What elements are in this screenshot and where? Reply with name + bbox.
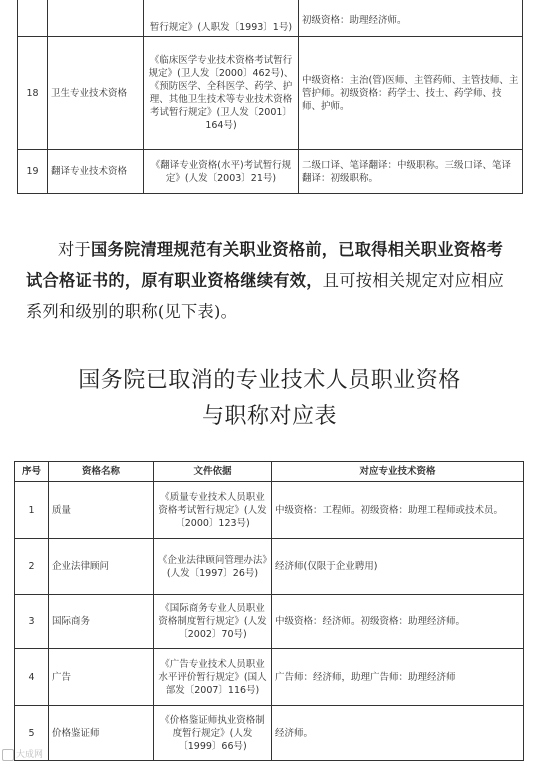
corresponding-level: 中级资格：经济师。初级资格：助理经济师。: [272, 595, 524, 649]
qualification-name: [48, 0, 144, 37]
row-number: 19: [18, 150, 48, 194]
row-number: 1: [15, 482, 49, 539]
body-paragraph: [26, 234, 512, 327]
table-row: [15, 706, 524, 761]
document-basis: 《质量专业技术人员职业资格考试暂行规定》(人发〔2000〕123号): [154, 482, 272, 539]
table-row: [15, 649, 524, 706]
document-basis: 《翻译专业资格(水平)考试暂行规定》(人发〔2003〕21号): [144, 150, 299, 194]
watermark-text: 大成网: [16, 750, 44, 760]
document-basis: 《临床医学专业技术资格考试暂行规定》(卫人发〔2000〕462号)、《预防医学、全科医学、药学、护理、其他卫生技术等专业技术资格考试暂行规定》(卫人发〔2001〕164号): [144, 37, 299, 150]
paragraph-rest: 且可按相关规定对应相应系列和级别的职称(见下表)。: [26, 271, 505, 321]
document-basis: 《广告专业技术人员职业水平评价暂行规定》(国人部发〔2007〕116号): [154, 649, 272, 706]
table-header-row: [15, 462, 524, 482]
qualification-name: 企业法律顾问: [49, 539, 154, 595]
table-row: [15, 539, 524, 595]
qualification-name: 卫生专业技术资格: [48, 37, 144, 150]
header-name: 资格名称: [49, 462, 154, 482]
corresponding-level: 中级资格：工程师。初级资格：助理工程师或技术员。: [272, 482, 524, 539]
qualification-name: 广告: [49, 649, 154, 706]
table-row: [15, 482, 524, 539]
qualification-name: 翻译专业技术资格: [48, 150, 144, 194]
table-row: [18, 37, 523, 150]
row-number: 2: [15, 539, 49, 595]
document-basis: 《企业法律顾问管理办法》(人发〔1997〕26号): [154, 539, 272, 595]
corresponding-level: 经济师。: [272, 706, 524, 761]
corresponding-level: 初级资格：助理经济师。: [299, 0, 523, 37]
corresponding-level: 中级资格：主治(管)医师、主管药师、主管技师、主管护师。初级资格：药学士、技士、药学师、技师、护师。: [299, 37, 523, 150]
watermark-logo-icon: [2, 749, 14, 761]
corresponding-level: 二级口译、笔译翻译：中级职称。三级口译、笔译翻译：初级职称。: [299, 150, 523, 194]
top-qualification-table: [17, 0, 523, 194]
corresponding-level: 广告师：经济师，助理广告师：助理经济师: [272, 649, 524, 706]
document-basis: 《价格鉴证师执业资格制度暂行规定》(人发〔1999〕66号): [154, 706, 272, 761]
row-number: 3: [15, 595, 49, 649]
paragraph-lead: 对于: [58, 240, 91, 259]
row-number: [18, 0, 48, 37]
qualification-name: 价格鉴证师: [49, 706, 154, 761]
table-row: [15, 595, 524, 649]
corresponding-level: 经济师(仅限于企业聘用): [272, 539, 524, 595]
paragraph-bold-text: 国务院清理规范有关职业资格前，已取得相关职业资格考试合格证书的，原有职业资格继续有效，: [26, 240, 504, 290]
header-basis: 文件依据: [154, 462, 272, 482]
row-number: 4: [15, 649, 49, 706]
table-row: [18, 0, 523, 37]
table-row: [18, 150, 523, 194]
qualification-name: 质量: [49, 482, 154, 539]
qualification-title-table: [14, 461, 524, 761]
row-number: 18: [18, 37, 48, 150]
document-basis: 暂行规定》(人职发〔1993〕1号): [144, 0, 299, 37]
row-number: 5: [15, 706, 49, 761]
table-title-line1: 国务院已取消的专业技术人员职业资格: [78, 368, 461, 393]
table-title-line2: 与职称对应表: [201, 404, 337, 429]
watermark: [2, 746, 62, 764]
qualification-name: 国际商务: [49, 595, 154, 649]
header-number: 序号: [15, 462, 49, 482]
document-basis: 《国际商务专业人员职业资格制度暂行规定》(人发〔2002〕70号): [154, 595, 272, 649]
header-level: 对应专业技术资格: [272, 462, 524, 482]
